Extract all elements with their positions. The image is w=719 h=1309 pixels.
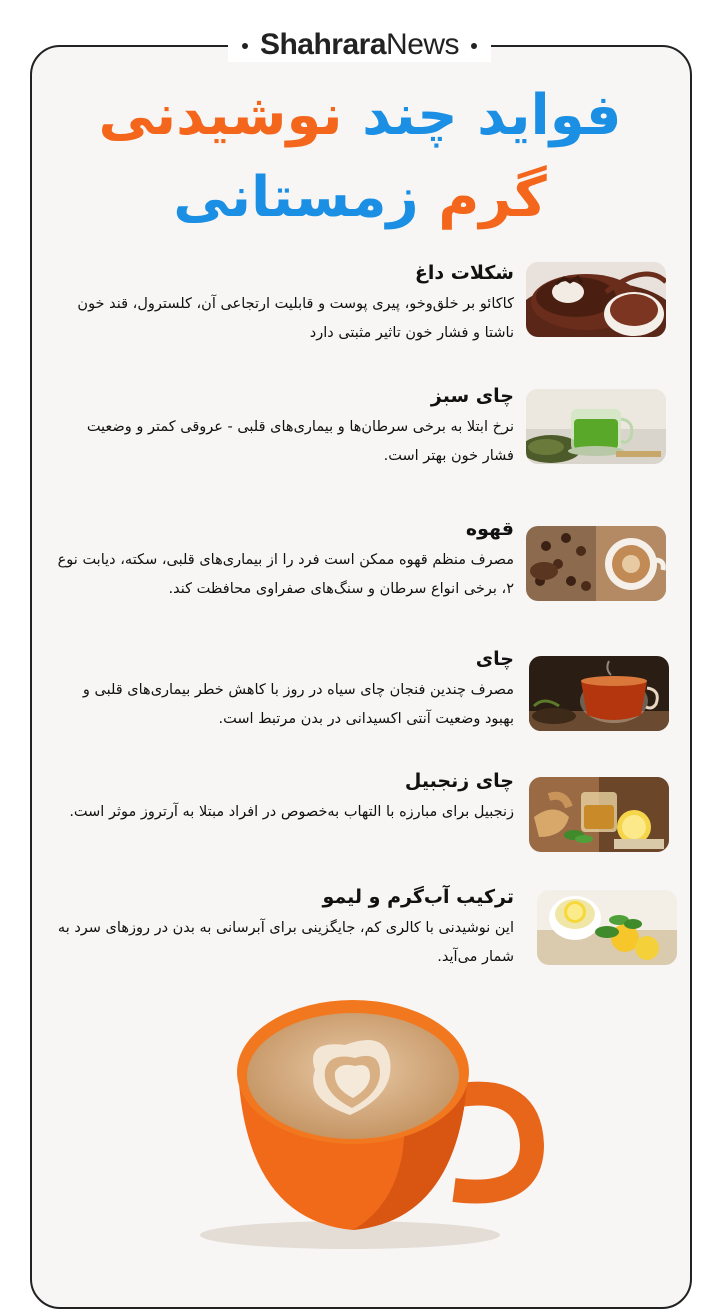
coffee-image [526, 526, 666, 601]
title-part-blue: زمستانی [173, 165, 419, 230]
list-item [54, 770, 514, 827]
green-tea-image [526, 389, 666, 464]
title-part-orange: گرم [438, 165, 547, 230]
item-title: چای [475, 648, 514, 670]
brand-logo [0, 28, 719, 62]
dot-icon [242, 43, 248, 49]
item-title: شکلات داغ [414, 262, 514, 284]
item-text: نرخ ابتلا به برخی سرطان‌ها و بیماری‌های قلبی - عروقی کمتر و وضعیت فشار خون بهتر است. [86, 419, 514, 464]
item-text: مصرف چندین فنجان چای سیاه در روز با کاهش خطر بیماری‌های قلبی و بهبود وضعیت آنتی اکسیدانی در بدن مرتبط است. [82, 682, 514, 727]
dot-icon [471, 43, 477, 49]
title-part-blue: فواید چند [362, 83, 622, 148]
brand-name-bold: Shahrara [259, 28, 387, 61]
item-text: مصرف منظم قهوه ممکن است فرد را از بیماری‌های قلبی، سکته، دیابت نوع ۲، برخی انواع سرطان و سنگ‌های صفراوی محافظت کند. [57, 552, 514, 597]
black-tea-image [529, 656, 669, 731]
item-title: چای زنجبیل [404, 770, 514, 792]
hot-chocolate-image [526, 262, 666, 337]
lemon-water-image [537, 890, 677, 965]
item-title: ترکیب آب‌گرم و لیمو [322, 886, 514, 908]
item-text: این نوشیدنی با کالری کم، جایگزینی برای آبرسانی به بدن در روزهای سرد به شمار می‌آید. [57, 920, 514, 965]
item-text: زنجبیل برای مبارزه با التهاب به‌خصوص در افراد مبتلا به آرتروز موثر است. [69, 804, 514, 820]
list-item [54, 886, 514, 972]
item-text: کاکائو بر خلق‌وخو، پیری پوست و قابلیت ارتجاعی آن، کلسترول، قند خون ناشتا و فشار خون تاثیر مثبتی دارد [77, 296, 514, 341]
page-title-line2 [60, 165, 660, 230]
item-title: چای سبز [430, 385, 514, 407]
coffee-cup-image [200, 990, 560, 1250]
list-item [54, 385, 514, 471]
page-title-line1 [60, 83, 660, 148]
title-part-orange: نوشیدنی [98, 83, 343, 148]
list-item [54, 648, 514, 734]
item-title: قهوه [465, 518, 514, 540]
list-item [54, 518, 514, 604]
list-item [54, 262, 514, 348]
ginger-tea-image [529, 777, 669, 852]
brand-name-light: News [386, 28, 460, 61]
